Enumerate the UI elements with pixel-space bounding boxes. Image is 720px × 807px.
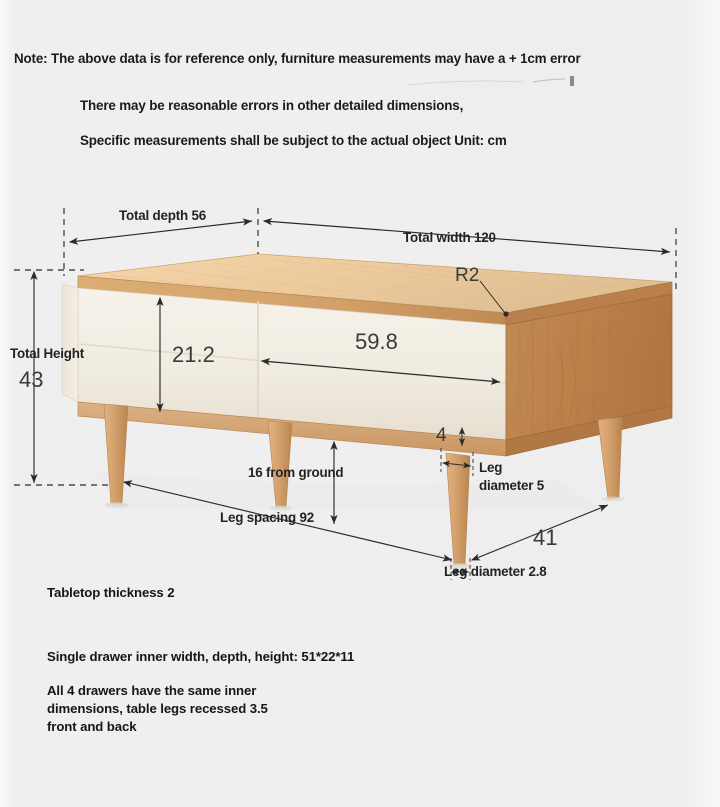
spec-drawers-note: All 4 drawers have the same inner dimensions, table legs recessed 3.5 front and back [47,683,268,734]
label-drawer-height: 21.2 [172,342,215,367]
label-leg-diameter-5-line1: Leg [479,460,503,475]
cabinet-left-return [62,284,78,402]
leg-shadow-rear-right [602,497,624,502]
spec-drawer-inner-dimensions: Single drawer inner width, depth, height: 51*22*11 [47,649,355,664]
label-total-height: Total Height [10,346,84,361]
r2-leader-dot [503,311,508,316]
label-height-from-ground: 16 from ground [248,465,344,480]
note-reasonable-errors: There may be reasonable errors in other detailed dimensions, [80,98,464,113]
label-leg-depth-spacing: 41 [533,525,558,550]
leg-shadow-front-left [105,502,129,507]
scan-artifact [405,76,590,90]
label-total-width: Total width 120 [403,230,496,245]
label-leg-spacing: Leg spacing 92 [220,510,314,525]
floor-shadow [60,472,690,520]
label-corner-radius: R2 [455,265,480,286]
dim-line-total-depth [70,221,252,242]
label-total-depth: Total depth 56 [119,208,206,223]
furniture-illustration [62,254,672,569]
note-reference-error: Note: The above data is for reference only, furniture measurements may have a + 1cm error [14,51,581,66]
diagram-canvas [0,180,720,600]
furniture-dimension-diagram [0,180,720,600]
label-total-height-value: 43 [19,367,44,392]
note-unit-cm: Specific measurements shall be subject to the actual object Unit: cm [80,133,507,148]
spec-tabletop-thickness: Tabletop thickness 2 [47,585,175,600]
label-leg-diameter-28: Leg diameter 2.8 [444,564,547,579]
label-drawer-width: 59.8 [355,329,398,354]
leg-rear-right [598,417,622,499]
label-rail-thickness: 4 [436,425,447,446]
label-leg-diameter-5-line2: diameter 5 [479,478,544,493]
